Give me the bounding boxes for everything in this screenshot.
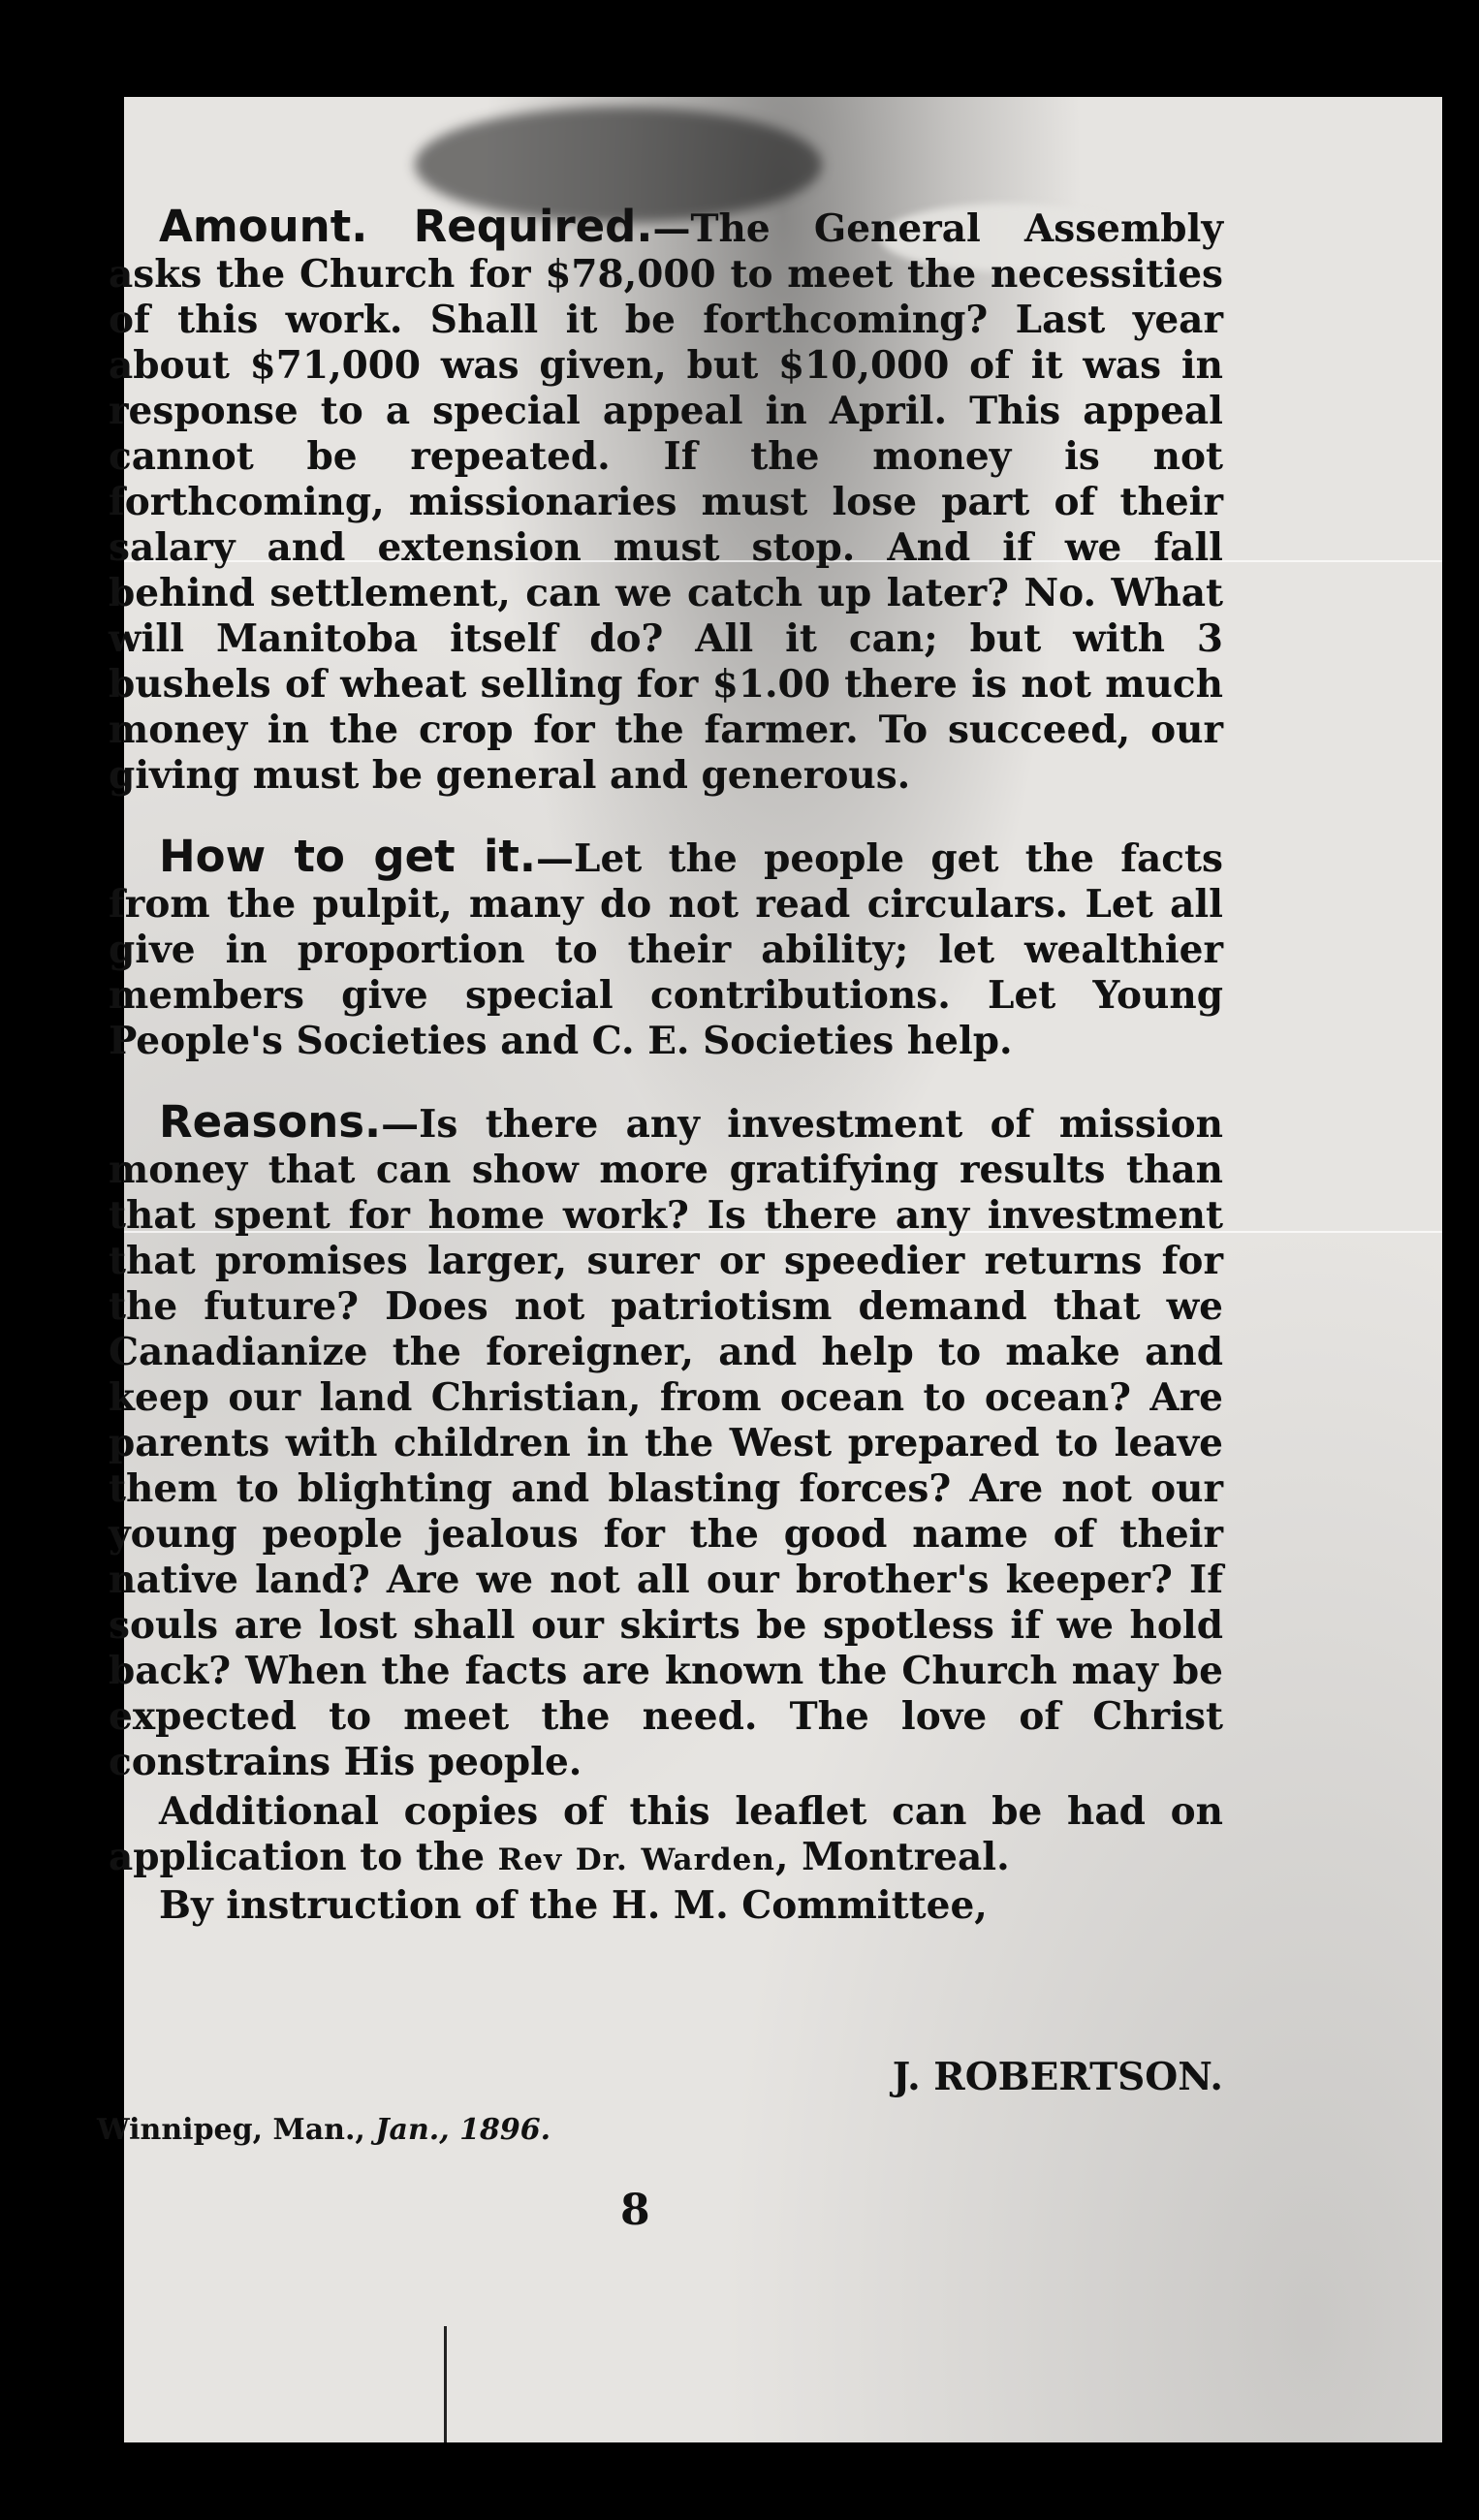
body-reasons: —Is there any investment of mission money that can show more gratifying results than that spent for home work? Is there any investment that promises larger, surer or speedier returns for the future? Does not patriotism demand that we Canadianize the foreigner, and help to make and keep our land Christian, from ocean to ocean? Are parents with children in the West prepared to leave them to blighting and blasting forces? Are not our young people jealous for the good name of their native land? Are we not all our brother's keeper? If souls are lost shall our skirts be spotless if we hold back? When the facts are known the Church may be expected to meet the need. The love of Christ constrains His people. bbox=[109, 1102, 1223, 1784]
heading-how-to-get-it: How to get it. bbox=[159, 831, 537, 882]
page-number: 8 bbox=[620, 2186, 650, 2235]
paragraph-how-to-get-it bbox=[109, 831, 1224, 1064]
place: Winnipeg, Man., bbox=[97, 2113, 365, 2147]
heading-amount-required: Amount. Required. bbox=[159, 201, 653, 252]
place-date bbox=[97, 2113, 551, 2147]
paragraph-amount-required bbox=[109, 201, 1224, 799]
rev-label: Rev bbox=[497, 1843, 563, 1877]
heading-reasons: Reasons. bbox=[159, 1096, 382, 1148]
signature: J. ROBERTSON. bbox=[892, 2055, 1223, 2099]
date-year: 1896. bbox=[459, 2113, 551, 2147]
body-amount-required: —The General Assembly asks the Church for $78,000 to meet the necessities of this work. Shall it be forthcoming? Last year about $71,000 was given, but $10,000 of it was in response to a special appeal in April. This appeal cannot be repeated. If the money is not forthcoming, missionaries must lose part of their salary and extension must stop. And if we fall behind settlement, can we catch up later? No. What will Manitoba itself do? All it can; but with 3 bushels of wheat selling for $1.00 there is not much money in the crop for the farmer. To succeed, our giving must be general and generous. bbox=[109, 206, 1224, 798]
paragraph-reasons bbox=[109, 1096, 1223, 1785]
leaflet-text bbox=[109, 201, 1224, 1929]
body-how-to-get-it: —Let the people get the facts from the pulpit, many do not read circulars. Let all give in proportion to their ability; let wealthier members give special contributions. Let Young People's Societies and C. E. Societies help. bbox=[109, 836, 1224, 1063]
date-month: Jan., bbox=[375, 2113, 450, 2147]
instruction-line: By instruction of the H. M. Committee, bbox=[159, 1883, 988, 1928]
paragraph-additional-copies: Additional copies of this leaflet can be had on application to the Rev Dr. Warden, Montreal. bbox=[109, 1789, 1223, 1879]
warden-name: Warden bbox=[641, 1843, 775, 1877]
margin-mark bbox=[444, 2326, 447, 2442]
dr-label: Dr. bbox=[575, 1843, 628, 1877]
